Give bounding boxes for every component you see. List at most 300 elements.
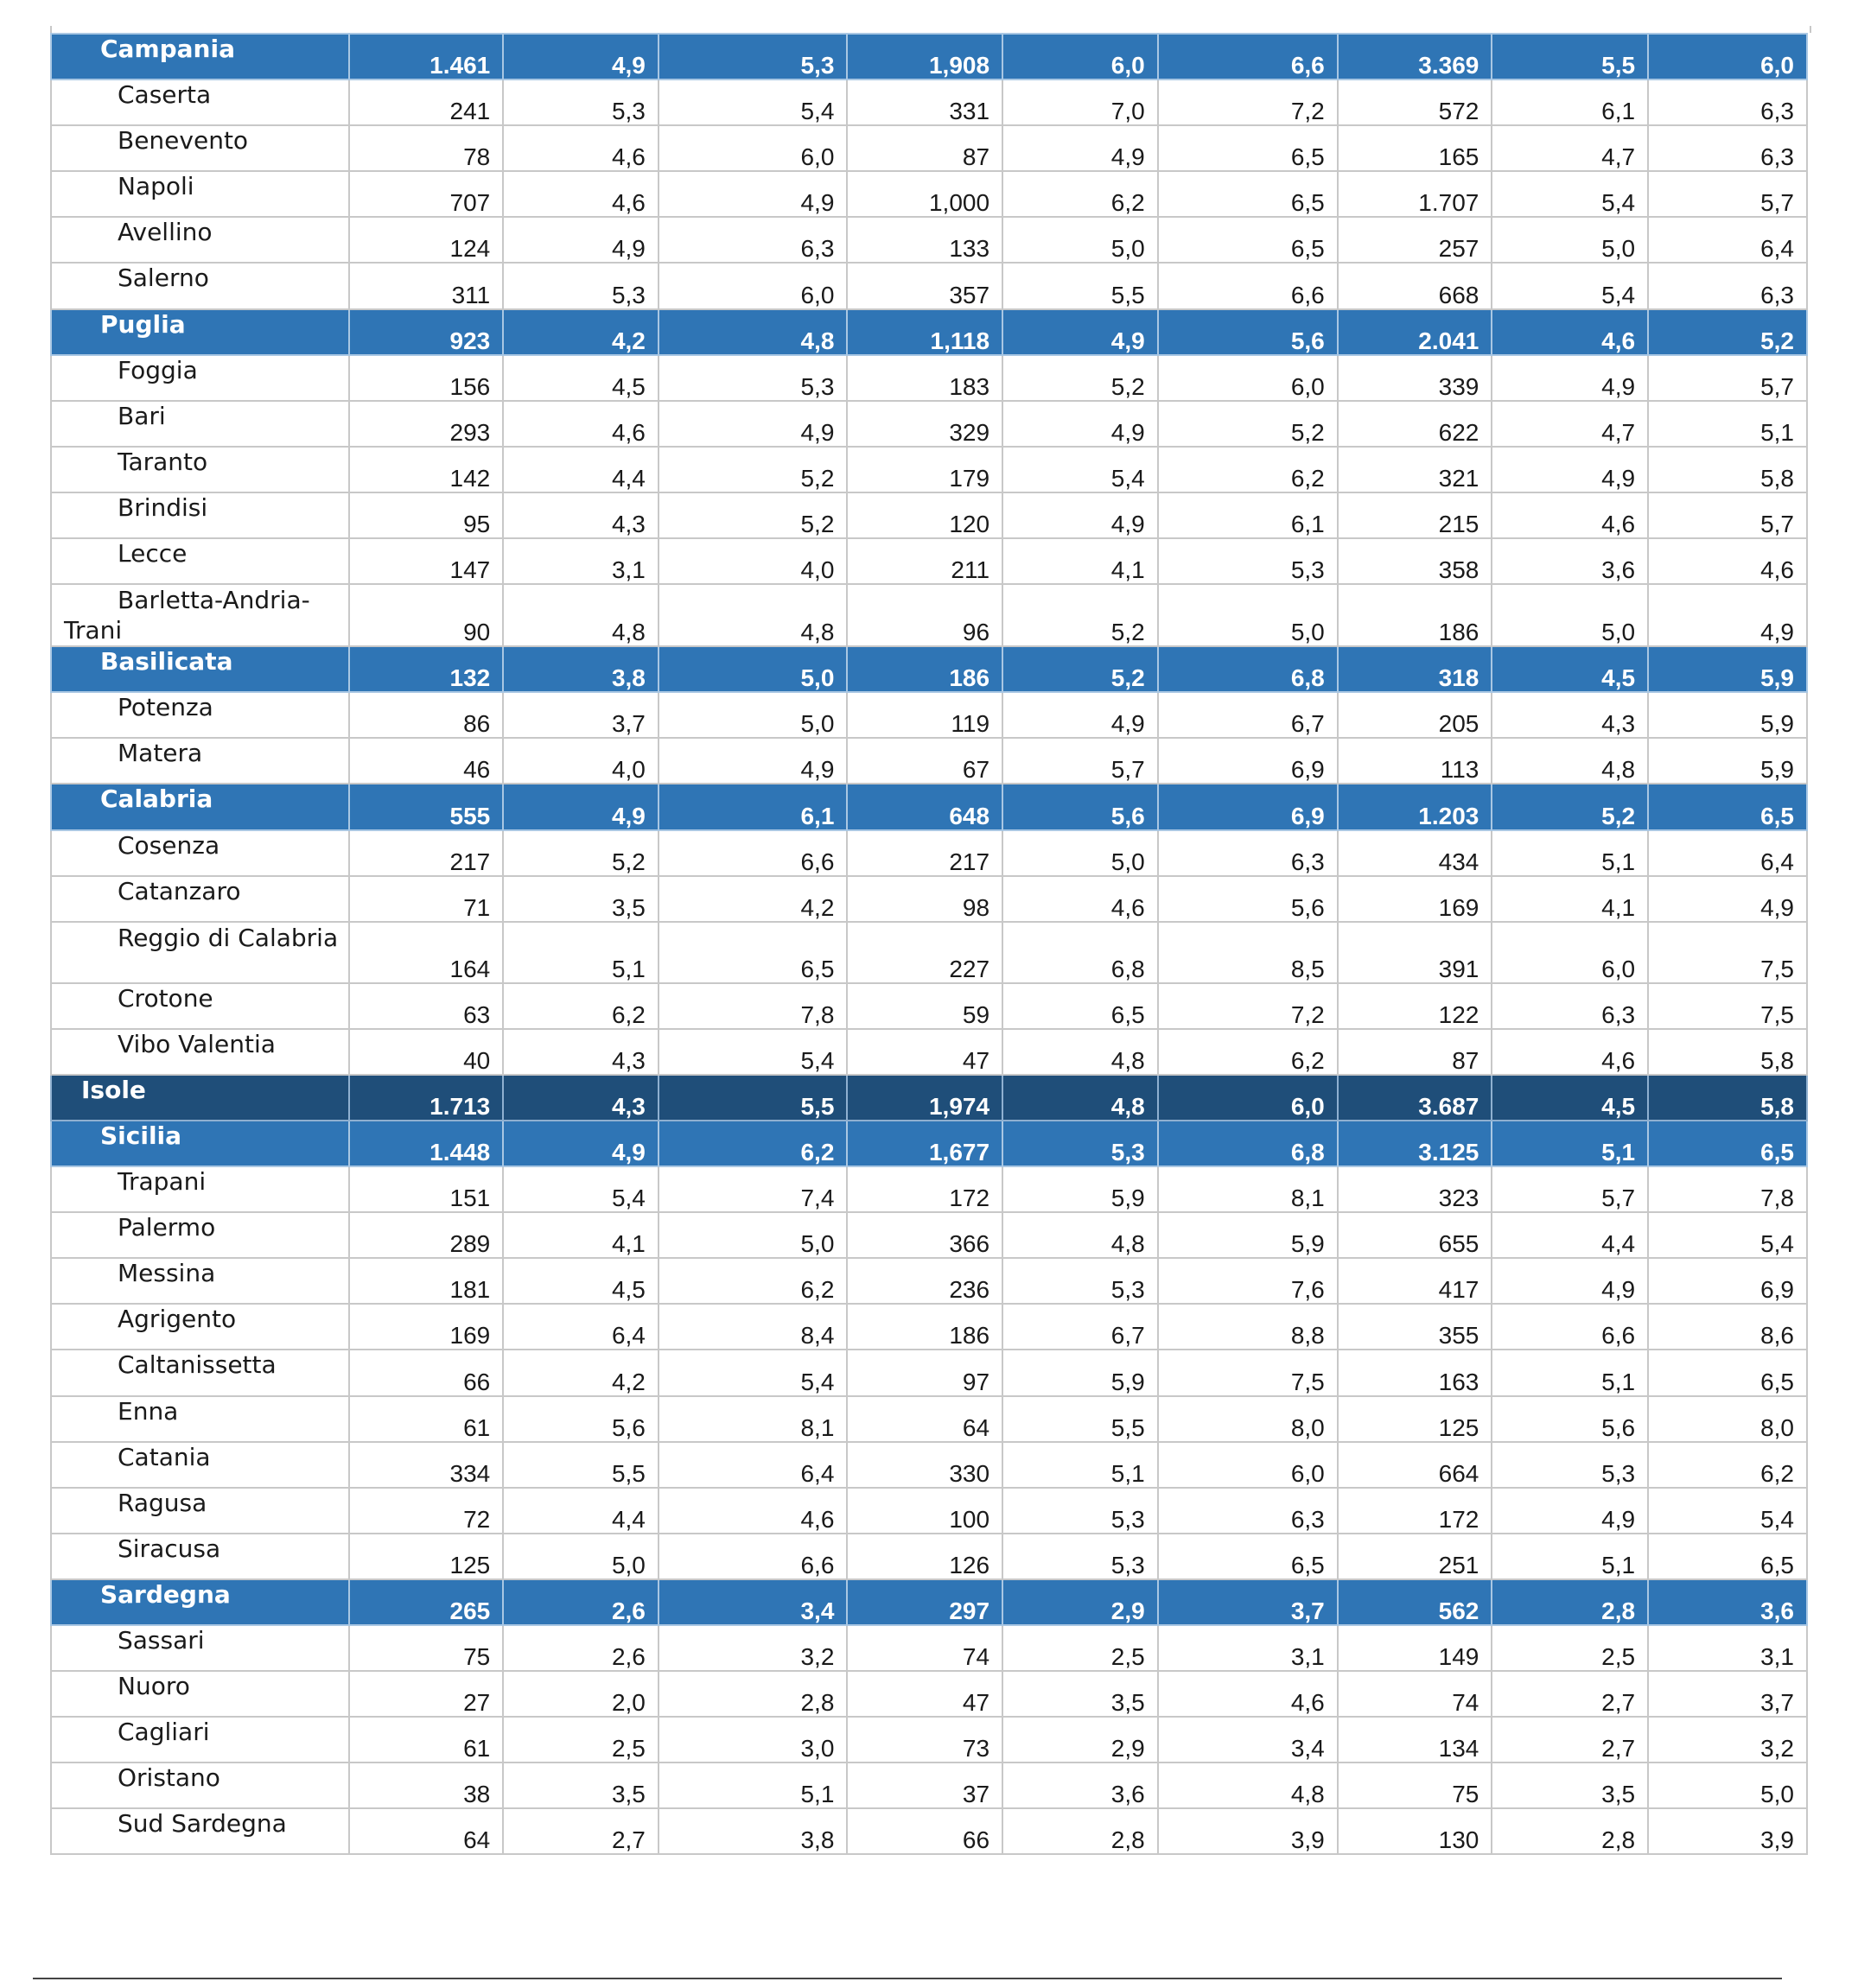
value-cell: 132: [349, 646, 504, 692]
value-cell: 96: [847, 584, 1002, 646]
value-cell: 46: [349, 738, 504, 784]
value-cell: 5,6: [503, 1396, 659, 1442]
value-cell: 7,4: [659, 1166, 848, 1212]
province-name: Cagliari: [51, 1717, 349, 1763]
value-cell: 5,6: [1002, 784, 1158, 829]
value-cell: 4,9: [1648, 876, 1807, 922]
value-cell: 124: [349, 217, 504, 263]
value-cell: 4,3: [503, 492, 659, 538]
value-cell: 5,6: [1158, 309, 1338, 355]
value-cell: 130: [1338, 1808, 1492, 1854]
value-cell: 8,0: [1648, 1396, 1807, 1442]
value-cell: 5,7: [1492, 1166, 1648, 1212]
province-row: [51, 1350, 1807, 1395]
value-cell: 4,9: [1002, 401, 1158, 447]
region-row: [51, 1579, 1807, 1625]
value-cell: 7,0: [1002, 79, 1158, 125]
value-cell: 2,6: [503, 1625, 659, 1671]
value-cell: 5,4: [1648, 1212, 1807, 1258]
value-cell: 7,5: [1648, 922, 1807, 983]
value-cell: 64: [349, 1808, 504, 1854]
value-cell: 5,3: [1492, 1442, 1648, 1488]
value-cell: 4,6: [1002, 876, 1158, 922]
value-cell: 4,8: [659, 309, 848, 355]
province-row: [51, 1442, 1807, 1488]
value-cell: 5,1: [1492, 830, 1648, 876]
value-cell: 125: [349, 1534, 504, 1579]
value-cell: 6,5: [1648, 1121, 1807, 1166]
province-name: Lecce: [51, 538, 349, 584]
value-cell: 87: [1338, 1029, 1492, 1075]
province-row: [51, 401, 1807, 447]
value-cell: 149: [1338, 1625, 1492, 1671]
value-cell: 5,5: [1492, 34, 1648, 79]
value-cell: 5,7: [1648, 171, 1807, 217]
value-cell: 4,8: [659, 584, 848, 646]
value-cell: 4,9: [1492, 447, 1648, 492]
value-cell: 2,5: [1492, 1625, 1648, 1671]
value-cell: 7,8: [659, 983, 848, 1029]
value-cell: 64: [847, 1396, 1002, 1442]
value-cell: 215: [1338, 492, 1492, 538]
value-cell: 186: [847, 646, 1002, 692]
value-cell: 3,4: [659, 1579, 848, 1625]
value-cell: 217: [847, 830, 1002, 876]
value-cell: 5,0: [659, 692, 848, 738]
value-cell: 5,0: [1492, 217, 1648, 263]
value-cell: 3.125: [1338, 1121, 1492, 1166]
region-name: Puglia: [51, 309, 349, 355]
value-cell: 6,5: [1648, 1534, 1807, 1579]
value-cell: 183: [847, 355, 1002, 401]
value-cell: 6,4: [1648, 217, 1807, 263]
value-cell: 5,0: [1158, 584, 1338, 646]
province-row: [51, 1534, 1807, 1579]
value-cell: 5,3: [1002, 1488, 1158, 1534]
region-name: Sardegna: [51, 1579, 349, 1625]
value-cell: 74: [847, 1625, 1002, 1671]
value-cell: 5,4: [503, 1166, 659, 1212]
value-cell: 5,0: [659, 1212, 848, 1258]
value-cell: 5,7: [1002, 738, 1158, 784]
value-cell: 169: [1338, 876, 1492, 922]
value-cell: 5,5: [1002, 263, 1158, 308]
value-cell: 4,5: [1492, 1075, 1648, 1121]
value-cell: 4,0: [659, 538, 848, 584]
value-cell: 2,9: [1002, 1717, 1158, 1763]
value-cell: 655: [1338, 1212, 1492, 1258]
value-cell: 3.687: [1338, 1075, 1492, 1121]
value-cell: 47: [847, 1671, 1002, 1717]
province-name: Sassari: [51, 1625, 349, 1671]
value-cell: 6,4: [1648, 830, 1807, 876]
value-cell: 2,7: [503, 1808, 659, 1854]
value-cell: 3,6: [1492, 538, 1648, 584]
value-cell: 5,1: [1648, 401, 1807, 447]
value-cell: 3,1: [503, 538, 659, 584]
value-cell: 4,1: [1492, 876, 1648, 922]
value-cell: 289: [349, 1212, 504, 1258]
province-name: Matera: [51, 738, 349, 784]
value-cell: 5,6: [1158, 876, 1338, 922]
value-cell: 265: [349, 1579, 504, 1625]
value-cell: 2,9: [1002, 1579, 1158, 1625]
value-cell: 241: [349, 79, 504, 125]
value-cell: 86: [349, 692, 504, 738]
value-cell: 205: [1338, 692, 1492, 738]
value-cell: 8,1: [1158, 1166, 1338, 1212]
value-cell: 163: [1338, 1350, 1492, 1395]
region-row: [51, 1121, 1807, 1166]
value-cell: 5,9: [1648, 692, 1807, 738]
value-cell: 7,5: [1158, 1350, 1338, 1395]
province-name: Nuoro: [51, 1671, 349, 1717]
value-cell: 5,0: [1492, 584, 1648, 646]
value-cell: 6,8: [1158, 646, 1338, 692]
value-cell: 2,8: [1492, 1808, 1648, 1854]
value-cell: 4,7: [1492, 125, 1648, 171]
value-cell: 6,3: [1648, 263, 1807, 308]
value-cell: 227: [847, 922, 1002, 983]
value-cell: 1,908: [847, 34, 1002, 79]
value-cell: 6,4: [503, 1304, 659, 1350]
value-cell: 8,5: [1158, 922, 1338, 983]
value-cell: 6,3: [659, 217, 848, 263]
value-cell: 6,5: [1002, 983, 1158, 1029]
province-row: [51, 1717, 1807, 1763]
province-name: Benevento: [51, 125, 349, 171]
value-cell: 3,8: [503, 646, 659, 692]
value-cell: 38: [349, 1763, 504, 1808]
value-cell: 355: [1338, 1304, 1492, 1350]
value-cell: 3,0: [659, 1717, 848, 1763]
value-cell: 4,5: [503, 1258, 659, 1304]
value-cell: 5,5: [503, 1442, 659, 1488]
value-cell: 5,4: [1492, 263, 1648, 308]
value-cell: 156: [349, 355, 504, 401]
value-cell: 6,0: [1158, 355, 1338, 401]
value-cell: 4,9: [659, 171, 848, 217]
value-cell: 98: [847, 876, 1002, 922]
value-cell: 37: [847, 1763, 1002, 1808]
value-cell: 6,9: [1158, 784, 1338, 829]
value-cell: 4,6: [659, 1488, 848, 1534]
value-cell: 8,0: [1158, 1396, 1338, 1442]
value-cell: 6,6: [659, 830, 848, 876]
value-cell: 8,4: [659, 1304, 848, 1350]
province-row: [51, 876, 1807, 922]
value-cell: 6,6: [1158, 34, 1338, 79]
region-name: Campania: [51, 34, 349, 79]
value-cell: 5,5: [1002, 1396, 1158, 1442]
value-cell: 3,6: [1002, 1763, 1158, 1808]
region-row: [51, 309, 1807, 355]
value-cell: 318: [1338, 646, 1492, 692]
value-cell: 4,9: [1002, 309, 1158, 355]
value-cell: 236: [847, 1258, 1002, 1304]
footer-rule: [33, 1978, 1782, 1979]
province-row: [51, 830, 1807, 876]
province-name: Barletta-Andria-Trani: [51, 584, 349, 646]
value-cell: 5,5: [659, 1075, 848, 1121]
value-cell: 3,7: [1648, 1671, 1807, 1717]
value-cell: 1,974: [847, 1075, 1002, 1121]
value-cell: 61: [349, 1717, 504, 1763]
value-cell: 5,3: [659, 34, 848, 79]
value-cell: 5,9: [1648, 646, 1807, 692]
value-cell: 6,6: [659, 1534, 848, 1579]
value-cell: 2,7: [1492, 1671, 1648, 1717]
province-row: [51, 1304, 1807, 1350]
value-cell: 4,9: [1492, 1488, 1648, 1534]
value-cell: 66: [847, 1808, 1002, 1854]
value-cell: 47: [847, 1029, 1002, 1075]
province-name: Palermo: [51, 1212, 349, 1258]
value-cell: 6,0: [1158, 1442, 1338, 1488]
value-cell: 4,9: [1002, 492, 1158, 538]
value-cell: 4,9: [1648, 584, 1807, 646]
region-row: [51, 784, 1807, 829]
value-cell: 6,0: [1158, 1075, 1338, 1121]
value-cell: 6,2: [659, 1258, 848, 1304]
value-cell: 5,9: [1002, 1166, 1158, 1212]
value-cell: 323: [1338, 1166, 1492, 1212]
value-cell: 4,3: [1492, 692, 1648, 738]
value-cell: 1,118: [847, 309, 1002, 355]
value-cell: 186: [847, 1304, 1002, 1350]
value-cell: 5,8: [1648, 1075, 1807, 1121]
value-cell: 2,0: [503, 1671, 659, 1717]
value-cell: 2,8: [1002, 1808, 1158, 1854]
province-name: Caltanissetta: [51, 1350, 349, 1395]
value-cell: 4,8: [1158, 1763, 1338, 1808]
province-name: Salerno: [51, 263, 349, 308]
value-cell: 75: [1338, 1763, 1492, 1808]
value-cell: 6,0: [659, 125, 848, 171]
value-cell: 3,7: [503, 692, 659, 738]
value-cell: 4,9: [659, 738, 848, 784]
value-cell: 4,9: [1002, 692, 1158, 738]
value-cell: 3,1: [1648, 1625, 1807, 1671]
value-cell: 7,8: [1648, 1166, 1807, 1212]
value-cell: 5,2: [659, 447, 848, 492]
value-cell: 6,5: [1158, 1534, 1338, 1579]
value-cell: 179: [847, 447, 1002, 492]
value-cell: 4,9: [503, 217, 659, 263]
province-name: Vibo Valentia: [51, 1029, 349, 1075]
value-cell: 357: [847, 263, 1002, 308]
value-cell: 4,2: [503, 309, 659, 355]
value-cell: 3,7: [1158, 1579, 1338, 1625]
value-cell: 251: [1338, 1534, 1492, 1579]
value-cell: 4,1: [503, 1212, 659, 1258]
value-cell: 126: [847, 1534, 1002, 1579]
value-cell: 434: [1338, 830, 1492, 876]
value-cell: 125: [1338, 1396, 1492, 1442]
value-cell: 134: [1338, 1717, 1492, 1763]
province-name: Foggia: [51, 355, 349, 401]
macro-area-name: Isole: [51, 1075, 349, 1121]
province-name: Reggio di Calabria: [51, 922, 349, 983]
value-cell: 329: [847, 401, 1002, 447]
value-cell: 1,677: [847, 1121, 1002, 1166]
value-cell: 6,6: [1158, 263, 1338, 308]
value-cell: 3,5: [1002, 1671, 1158, 1717]
value-cell: 90: [349, 584, 504, 646]
value-cell: 172: [1338, 1488, 1492, 1534]
value-cell: 87: [847, 125, 1002, 171]
value-cell: 668: [1338, 263, 1492, 308]
value-cell: 5,2: [503, 830, 659, 876]
value-cell: 5,4: [659, 79, 848, 125]
value-cell: 4,7: [1492, 401, 1648, 447]
province-name: Taranto: [51, 447, 349, 492]
value-cell: 6,1: [1492, 79, 1648, 125]
value-cell: 2,5: [503, 1717, 659, 1763]
value-cell: 7,5: [1648, 983, 1807, 1029]
value-cell: 6,6: [1492, 1304, 1648, 1350]
value-cell: 5,2: [1002, 355, 1158, 401]
value-cell: 6,2: [503, 983, 659, 1029]
province-name: Trapani: [51, 1166, 349, 1212]
value-cell: 5,2: [659, 492, 848, 538]
value-cell: 186: [1338, 584, 1492, 646]
province-name: Oristano: [51, 1763, 349, 1808]
value-cell: 555: [349, 784, 504, 829]
value-cell: 211: [847, 538, 1002, 584]
value-cell: 4,0: [503, 738, 659, 784]
value-cell: 5,1: [659, 1763, 848, 1808]
value-cell: 4,9: [659, 401, 848, 447]
value-cell: 5,1: [1492, 1350, 1648, 1395]
value-cell: 391: [1338, 922, 1492, 983]
value-cell: 2,8: [659, 1671, 848, 1717]
value-cell: 6,2: [1002, 171, 1158, 217]
value-cell: 5,0: [503, 1534, 659, 1579]
value-cell: 4,6: [503, 171, 659, 217]
value-cell: 6,0: [659, 263, 848, 308]
value-cell: 4,6: [503, 125, 659, 171]
value-cell: 4,2: [659, 876, 848, 922]
value-cell: 95: [349, 492, 504, 538]
value-cell: 6,9: [1158, 738, 1338, 784]
value-cell: 293: [349, 401, 504, 447]
value-cell: 4,6: [1648, 538, 1807, 584]
province-name: Ragusa: [51, 1488, 349, 1534]
value-cell: 5,4: [1648, 1488, 1807, 1534]
value-cell: 4,9: [1492, 1258, 1648, 1304]
value-cell: 297: [847, 1579, 1002, 1625]
value-cell: 6,5: [1648, 784, 1807, 829]
value-cell: 61: [349, 1396, 504, 1442]
value-cell: 6,2: [1158, 1029, 1338, 1075]
value-cell: 5,2: [1002, 646, 1158, 692]
province-name: Avellino: [51, 217, 349, 263]
statistics-table: [50, 33, 1808, 1855]
value-cell: 5,8: [1648, 447, 1807, 492]
province-row: [51, 1625, 1807, 1671]
value-cell: 5,2: [1002, 584, 1158, 646]
value-cell: 165: [1338, 125, 1492, 171]
value-cell: 3,9: [1648, 1808, 1807, 1854]
value-cell: 2.041: [1338, 309, 1492, 355]
region-row: [51, 34, 1807, 79]
province-row: [51, 922, 1807, 983]
value-cell: 8,1: [659, 1396, 848, 1442]
value-cell: 4,6: [1492, 1029, 1648, 1075]
value-cell: 5,0: [1002, 217, 1158, 263]
province-row: [51, 1763, 1807, 1808]
value-cell: 4,8: [503, 584, 659, 646]
province-row: [51, 983, 1807, 1029]
province-row: [51, 1166, 1807, 1212]
value-cell: 6,5: [1648, 1350, 1807, 1395]
value-cell: 1.707: [1338, 171, 1492, 217]
value-cell: 74: [1338, 1671, 1492, 1717]
province-name: Brindisi: [51, 492, 349, 538]
value-cell: 2,7: [1492, 1717, 1648, 1763]
province-row: [51, 79, 1807, 125]
value-cell: 113: [1338, 738, 1492, 784]
value-cell: 5,7: [1648, 355, 1807, 401]
value-cell: 2,6: [503, 1579, 659, 1625]
province-row: [51, 355, 1807, 401]
value-cell: 72: [349, 1488, 504, 1534]
value-cell: 147: [349, 538, 504, 584]
value-cell: 7,2: [1158, 79, 1338, 125]
value-cell: 4,8: [1002, 1029, 1158, 1075]
value-cell: 5,2: [1492, 784, 1648, 829]
value-cell: 5,3: [1158, 538, 1338, 584]
province-row: [51, 1212, 1807, 1258]
value-cell: 5,3: [503, 263, 659, 308]
region-row: [51, 646, 1807, 692]
value-cell: 562: [1338, 1579, 1492, 1625]
value-cell: 5,3: [1002, 1121, 1158, 1166]
value-cell: 4,5: [503, 355, 659, 401]
value-cell: 5,0: [659, 646, 848, 692]
value-cell: 339: [1338, 355, 1492, 401]
value-cell: 5,4: [659, 1350, 848, 1395]
value-cell: 5,2: [1158, 401, 1338, 447]
value-cell: 3,2: [659, 1625, 848, 1671]
province-name: Cosenza: [51, 830, 349, 876]
value-cell: 6,4: [659, 1442, 848, 1488]
value-cell: 169: [349, 1304, 504, 1350]
value-cell: 151: [349, 1166, 504, 1212]
value-cell: 100: [847, 1488, 1002, 1534]
value-cell: 3,8: [659, 1808, 848, 1854]
province-row: [51, 1029, 1807, 1075]
table-top-edge: [50, 26, 1811, 33]
province-name: Siracusa: [51, 1534, 349, 1579]
value-cell: 4,3: [503, 1075, 659, 1121]
value-cell: 164: [349, 922, 504, 983]
province-name: Catanzaro: [51, 876, 349, 922]
value-cell: 622: [1338, 401, 1492, 447]
value-cell: 5,3: [659, 355, 848, 401]
value-cell: 4,6: [1492, 309, 1648, 355]
value-cell: 5,4: [659, 1029, 848, 1075]
value-cell: 4,8: [1002, 1212, 1158, 1258]
value-cell: 6,2: [1648, 1442, 1807, 1488]
value-cell: 7,2: [1158, 983, 1338, 1029]
province-row: [51, 584, 1807, 646]
value-cell: 6,8: [1158, 1121, 1338, 1166]
value-cell: 334: [349, 1442, 504, 1488]
value-cell: 5,2: [1648, 309, 1807, 355]
region-name: Calabria: [51, 784, 349, 829]
